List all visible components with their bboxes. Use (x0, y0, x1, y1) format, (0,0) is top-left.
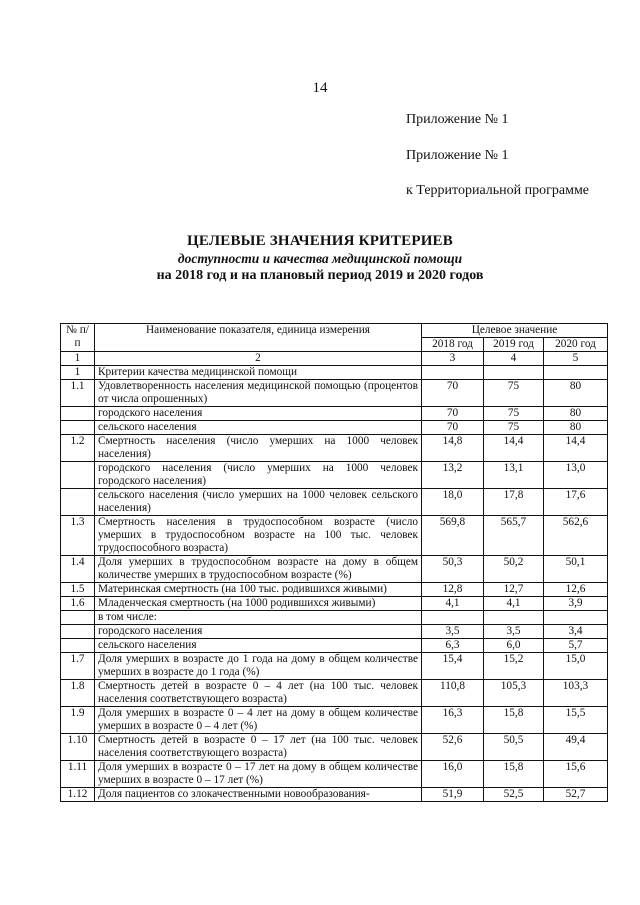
table-row (61, 734, 608, 761)
annex-line-2: Приложение № 1 (406, 148, 509, 163)
table-row (61, 707, 608, 734)
row-name: городского населения (95, 407, 422, 421)
table-row (61, 625, 608, 639)
header-2020: 2020 год (544, 338, 608, 352)
value-2018: 51,9 (422, 788, 484, 802)
value-2019: 565,7 (484, 516, 544, 556)
col-index: 5 (544, 352, 608, 366)
value-2018: 70 (422, 421, 484, 435)
page-number: 14 (312, 80, 328, 96)
row-number: 1.2 (61, 435, 95, 462)
value-2019: 75 (484, 407, 544, 421)
annex-line-3: к Территориальной программе (406, 183, 590, 198)
value-2020: 49,4 (544, 734, 608, 761)
table-row (61, 583, 608, 597)
row-number: 1.3 (61, 516, 95, 556)
row-name: Критерии качества медицинской помощи (95, 366, 422, 380)
value-2018: 70 (422, 407, 484, 421)
value-2019: 15,8 (484, 761, 544, 788)
header-2019: 2019 год (484, 338, 544, 352)
value-2018: 70 (422, 380, 484, 407)
table-row (61, 516, 608, 556)
value-2020 (544, 366, 608, 380)
row-number (61, 462, 95, 489)
value-2019: 4,1 (484, 597, 544, 611)
row-name: Смертность детей в возрасте 0 – 4 лет (на 100 тыс. человек населения соответствующего возраста) (95, 680, 422, 707)
table-row (61, 597, 608, 611)
value-2019 (484, 611, 544, 625)
row-number: 1.10 (61, 734, 95, 761)
value-2018: 13,2 (422, 462, 484, 489)
value-2019: 6,0 (484, 639, 544, 653)
table-row (61, 788, 608, 802)
row-name: Удовлетворенность населения медицинской помощью (процентов от числа опрошенных) (95, 380, 422, 407)
table-row (61, 380, 608, 407)
value-2020: 103,3 (544, 680, 608, 707)
value-2019: 15,8 (484, 707, 544, 734)
value-2019: 3,5 (484, 625, 544, 639)
value-2018: 16,3 (422, 707, 484, 734)
value-2018: 50,3 (422, 556, 484, 583)
value-2020: 15,0 (544, 653, 608, 680)
document-title (0, 233, 640, 284)
value-2020: 52,7 (544, 788, 608, 802)
row-number (61, 611, 95, 625)
value-2019: 50,5 (484, 734, 544, 761)
table-row (61, 489, 608, 516)
value-2018: 12,8 (422, 583, 484, 597)
value-2018: 569,8 (422, 516, 484, 556)
value-2020: 15,6 (544, 761, 608, 788)
value-2018: 15,4 (422, 653, 484, 680)
value-2020: 13,0 (544, 462, 608, 489)
table-row (61, 761, 608, 788)
header-2018: 2018 год (422, 338, 484, 352)
col-index: 1 (61, 352, 95, 366)
table-row (61, 611, 608, 625)
value-2019: 15,2 (484, 653, 544, 680)
col-index: 2 (95, 352, 422, 366)
table-row (61, 435, 608, 462)
value-2018: 52,6 (422, 734, 484, 761)
value-2019: 17,8 (484, 489, 544, 516)
table-row (61, 421, 608, 435)
row-name: сельского населения (95, 639, 422, 653)
row-number (61, 639, 95, 653)
row-number: 1.12 (61, 788, 95, 802)
row-number: 1.8 (61, 680, 95, 707)
value-2019: 52,5 (484, 788, 544, 802)
value-2019 (484, 366, 544, 380)
value-2020: 14,4 (544, 435, 608, 462)
row-number: 1.5 (61, 583, 95, 597)
row-name: Материнская смертность (на 100 тыс. родившихся живыми) (95, 583, 422, 597)
value-2020: 562,6 (544, 516, 608, 556)
row-name: Доля умерших в трудоспособном возрасте на дому в общем количестве умерших в трудоспособном возрасте (%) (95, 556, 422, 583)
value-2018: 110,8 (422, 680, 484, 707)
table-row (61, 556, 608, 583)
value-2018: 4,1 (422, 597, 484, 611)
value-2019: 14,4 (484, 435, 544, 462)
table-row (61, 462, 608, 489)
row-number: 1 (61, 366, 95, 380)
value-2020: 12,6 (544, 583, 608, 597)
title-line-3: на 2018 год и на плановый период 2019 и 2020 годов (156, 268, 484, 283)
value-2020: 15,5 (544, 707, 608, 734)
header-num: № п/п (61, 324, 95, 352)
table-body (61, 366, 608, 802)
value-2019: 105,3 (484, 680, 544, 707)
row-name: в том числе: (95, 611, 422, 625)
title-line-2: доступности и качества медицинской помощи (177, 251, 463, 266)
value-2020: 80 (544, 407, 608, 421)
row-number (61, 421, 95, 435)
value-2019: 75 (484, 380, 544, 407)
header-target: Целевое значение (422, 324, 608, 338)
table-row (61, 680, 608, 707)
value-2020: 17,6 (544, 489, 608, 516)
row-name: Смертность детей в возрасте 0 – 17 лет (на 100 тыс. человек населения соответствующего возраста) (95, 734, 422, 761)
row-number: 1.11 (61, 761, 95, 788)
criteria-table (60, 323, 608, 802)
header-name: Наименование показателя, единица измерения (95, 324, 422, 352)
row-name: городского населения (95, 625, 422, 639)
row-number (61, 625, 95, 639)
row-name: Смертность населения в трудоспособном возрасте (число умерших в трудоспособном возрасте на 100 тыс. человек трудоспособного возраста) (95, 516, 422, 556)
value-2018: 18,0 (422, 489, 484, 516)
title-line-1: ЦЕЛЕВЫЕ ЗНАЧЕНИЯ КРИТЕРИЕВ (187, 233, 453, 249)
col-index: 4 (484, 352, 544, 366)
col-index: 3 (422, 352, 484, 366)
table-row (61, 407, 608, 421)
value-2020: 50,1 (544, 556, 608, 583)
row-name: Доля умерших в возрасте 0 – 17 лет на дому в общем количестве умерших в возрасте 0 – 17 лет (%) (95, 761, 422, 788)
row-number: 1.4 (61, 556, 95, 583)
row-name: сельского населения (95, 421, 422, 435)
row-number: 1.6 (61, 597, 95, 611)
value-2019: 75 (484, 421, 544, 435)
value-2020: 80 (544, 380, 608, 407)
value-2018 (422, 611, 484, 625)
table-row (61, 639, 608, 653)
value-2018: 3,5 (422, 625, 484, 639)
value-2020: 3,9 (544, 597, 608, 611)
value-2019: 12,7 (484, 583, 544, 597)
value-2018: 14,8 (422, 435, 484, 462)
row-number: 1.1 (61, 380, 95, 407)
row-name: Младенческая смертность (на 1000 родившихся живыми) (95, 597, 422, 611)
row-name: Доля умерших в возрасте 0 – 4 лет на дому в общем количестве умерших в возрасте 0 – 4 лет (%) (95, 707, 422, 734)
value-2019: 13,1 (484, 462, 544, 489)
row-number: 1.9 (61, 707, 95, 734)
value-2020 (544, 611, 608, 625)
row-name: Доля умерших в возрасте до 1 года на дому в общем количестве умерших в возрасте до 1 года (%) (95, 653, 422, 680)
row-name: городского населения (число умерших на 1000 человек городского населения) (95, 462, 422, 489)
row-name: Доля пациентов со злокачественными новообразования- (95, 788, 422, 802)
row-number: 1.7 (61, 653, 95, 680)
row-name: Смертность населения (число умерших на 1000 человек населения) (95, 435, 422, 462)
value-2019: 50,2 (484, 556, 544, 583)
annex-line-1: Приложение № 1 (406, 112, 509, 127)
value-2018: 16,0 (422, 761, 484, 788)
row-number (61, 407, 95, 421)
value-2018 (422, 366, 484, 380)
row-number (61, 489, 95, 516)
row-name: сельского населения (число умерших на 1000 человек сельского населения) (95, 489, 422, 516)
table-row (61, 366, 608, 380)
value-2020: 5,7 (544, 639, 608, 653)
table-row (61, 653, 608, 680)
value-2020: 80 (544, 421, 608, 435)
value-2018: 6,3 (422, 639, 484, 653)
value-2020: 3,4 (544, 625, 608, 639)
